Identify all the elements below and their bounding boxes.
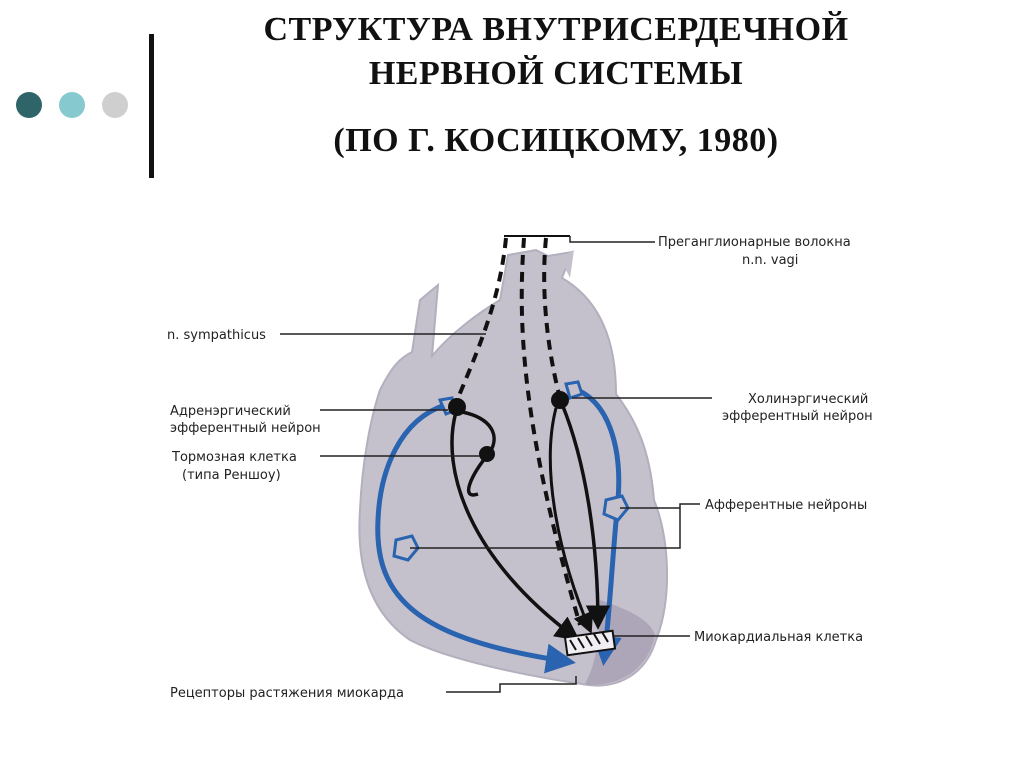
cholinergic-neuron (551, 391, 569, 409)
label-stretch-receptors: Рецепторы растяжения миокарда (170, 686, 404, 701)
label-preganglionic-line1: Преганглионарные волокна (658, 235, 851, 250)
title-line-1: СТРУКТУРА ВНУТРИСЕРДЕЧНОЙ (263, 11, 849, 48)
label-afferent: Афферентные нейроны (705, 498, 868, 513)
label-cholinergic-line2: эфферентный нейрон (722, 409, 873, 424)
inhibitory-cell (479, 446, 495, 462)
label-inhibitory-line2: (типа Реншоу) (182, 468, 281, 483)
title-line-2: НЕРВНОЙ СИСТЕМЫ (368, 55, 744, 92)
label-sympathicus: n. sympathicus (167, 328, 266, 343)
adrenergic-neuron (448, 398, 466, 416)
title-line-3: (ПО Г. КОСИЦКОМУ, 1980) (333, 122, 779, 159)
label-preganglionic-line2: n.n. vagi (742, 253, 799, 268)
label-adrenergic-line1: Адренэргический (170, 404, 291, 419)
label-adrenergic-line2: эфферентный нейрон (170, 421, 321, 436)
label-cholinergic-line1: Холинэргический (748, 392, 869, 407)
leader-preganglionic (570, 236, 655, 242)
afferent-terminal-right (566, 382, 582, 398)
label-inhibitory-line1: Тормозная клетка (172, 450, 297, 465)
label-myocardial: Миокардиальная клетка (694, 630, 864, 645)
